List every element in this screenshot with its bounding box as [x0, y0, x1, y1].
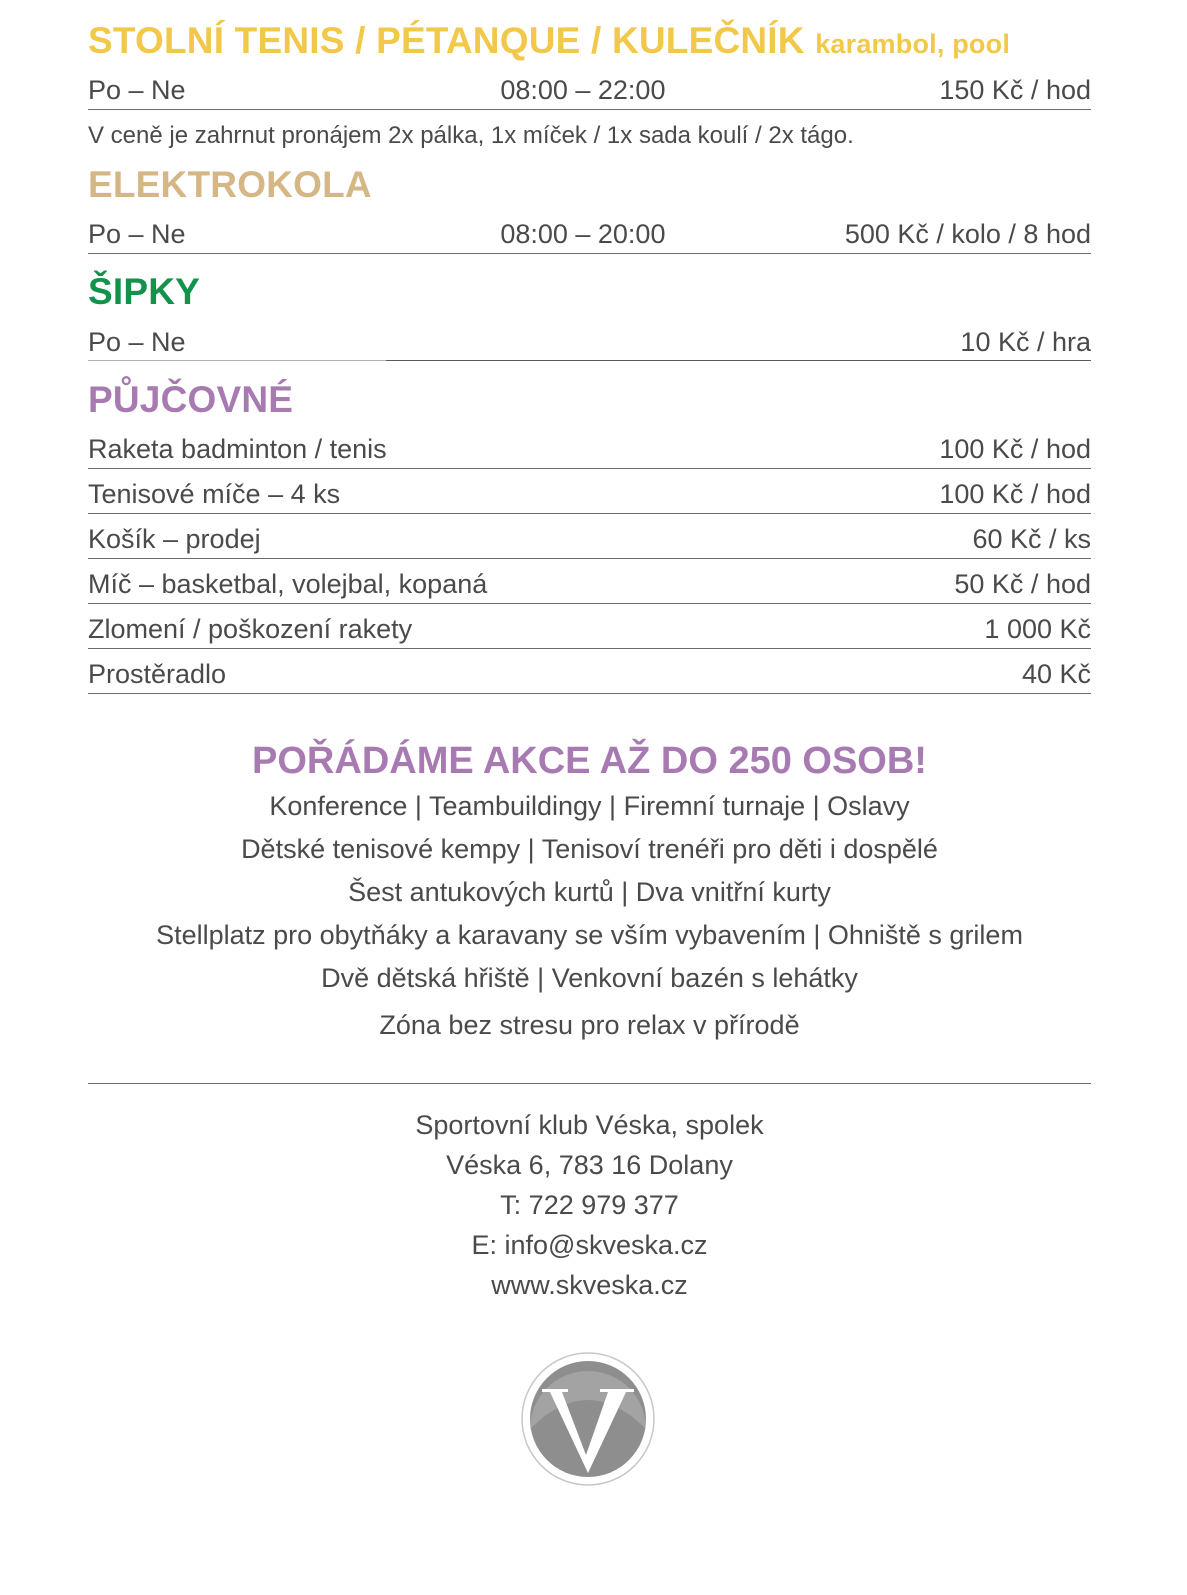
section-title-darts: ŠIPKY: [88, 271, 201, 312]
rental-list: [88, 424, 1091, 694]
club-name: Sportovní klub Véska, spolek: [415, 1110, 764, 1140]
list-item: [88, 649, 1091, 694]
events-line: Konference | Teambuildingy | Firemní turnaje | Oslavy: [269, 791, 910, 821]
price-row: [88, 317, 1091, 361]
title-text: STOLNÍ TENIS / PÉTANQUE / KULEČNÍK: [88, 20, 805, 61]
contact-block: [88, 1110, 1091, 1301]
events-section: [88, 740, 1091, 1041]
item-price: 50 Kč / hod: [954, 569, 1091, 599]
list-item: [88, 604, 1091, 649]
days-cell: Po – Ne: [88, 219, 186, 249]
price-cell: 10 Kč / hra: [960, 327, 1091, 357]
club-phone: T: 722 979 377: [500, 1190, 679, 1220]
row-underline-dark: [386, 360, 1091, 361]
price-row: [88, 65, 1091, 110]
events-title: POŘÁDÁME AKCE AŽ DO 250 OSOB!: [252, 740, 927, 782]
days-cell: Po – Ne: [88, 75, 186, 105]
events-line: Dětské tenisové kempy | Tenisoví trenéři pro děti i dospělé: [241, 834, 938, 864]
item-price: 40 Kč: [1021, 659, 1091, 689]
section-table-tennis: [88, 22, 1091, 150]
events-line: Stellplatz pro obytňáky a karavany se vším vybavením | Ohniště s grilem: [156, 920, 1023, 950]
section-note: V ceně je zahrnut pronájem 2x pálka, 1x míček / 1x sada koulí / 2x tágo.: [88, 122, 854, 149]
price-cell: 500 Kč / kolo / 8 hod: [844, 219, 1091, 249]
item-price: 60 Kč / ks: [972, 524, 1091, 554]
section-darts: [88, 273, 1091, 361]
events-line: Dvě dětská hřiště | Venkovní bazén s lehátky: [321, 963, 858, 993]
price-row: [88, 209, 1091, 254]
section-ebikes: [88, 166, 1091, 254]
section-title-table-tennis: [88, 22, 1091, 59]
list-item: [88, 424, 1091, 469]
item-name: Raketa badminton / tenis: [88, 434, 387, 464]
item-price: 100 Kč / hod: [939, 479, 1091, 509]
hours-cell: 08:00 – 20:00: [500, 219, 666, 249]
section-title-ebikes: ELEKTROKOLA: [88, 164, 372, 205]
section-title-rentals: PŮJČOVNÉ: [88, 379, 294, 420]
item-name: Tenisové míče – 4 ks: [88, 479, 341, 509]
v-logo-icon: [520, 1351, 656, 1487]
list-item: [88, 514, 1091, 559]
item-price: 100 Kč / hod: [939, 434, 1091, 464]
item-name: Košík – prodej: [88, 524, 261, 554]
subtitle-text: karambol, pool: [815, 29, 1011, 59]
item-name: Míč – basketbal, volejbal, kopaná: [88, 569, 488, 599]
divider: [88, 1083, 1091, 1084]
days-cell: Po – Ne: [88, 327, 186, 357]
item-price: 1 000 Kč: [984, 614, 1091, 644]
list-item: [88, 469, 1091, 514]
hours-cell: 08:00 – 22:00: [500, 75, 666, 105]
list-item: [88, 559, 1091, 604]
club-email[interactable]: E: info@skveska.cz: [471, 1230, 708, 1260]
item-name: Prostěradlo: [88, 659, 227, 689]
events-line: Šest antukových kurtů | Dva vnitřní kurty: [348, 877, 831, 907]
events-line: Zóna bez stresu pro relax v přírodě: [379, 1010, 800, 1040]
price-cell: 150 Kč / hod: [939, 75, 1091, 105]
club-website[interactable]: www.skveska.cz: [491, 1270, 688, 1300]
item-name: Zlomení / poškození rakety: [88, 614, 413, 644]
section-rentals: [88, 381, 1091, 694]
row-underline-light: [88, 360, 388, 361]
club-address: Véska 6, 783 16 Dolany: [446, 1150, 733, 1180]
